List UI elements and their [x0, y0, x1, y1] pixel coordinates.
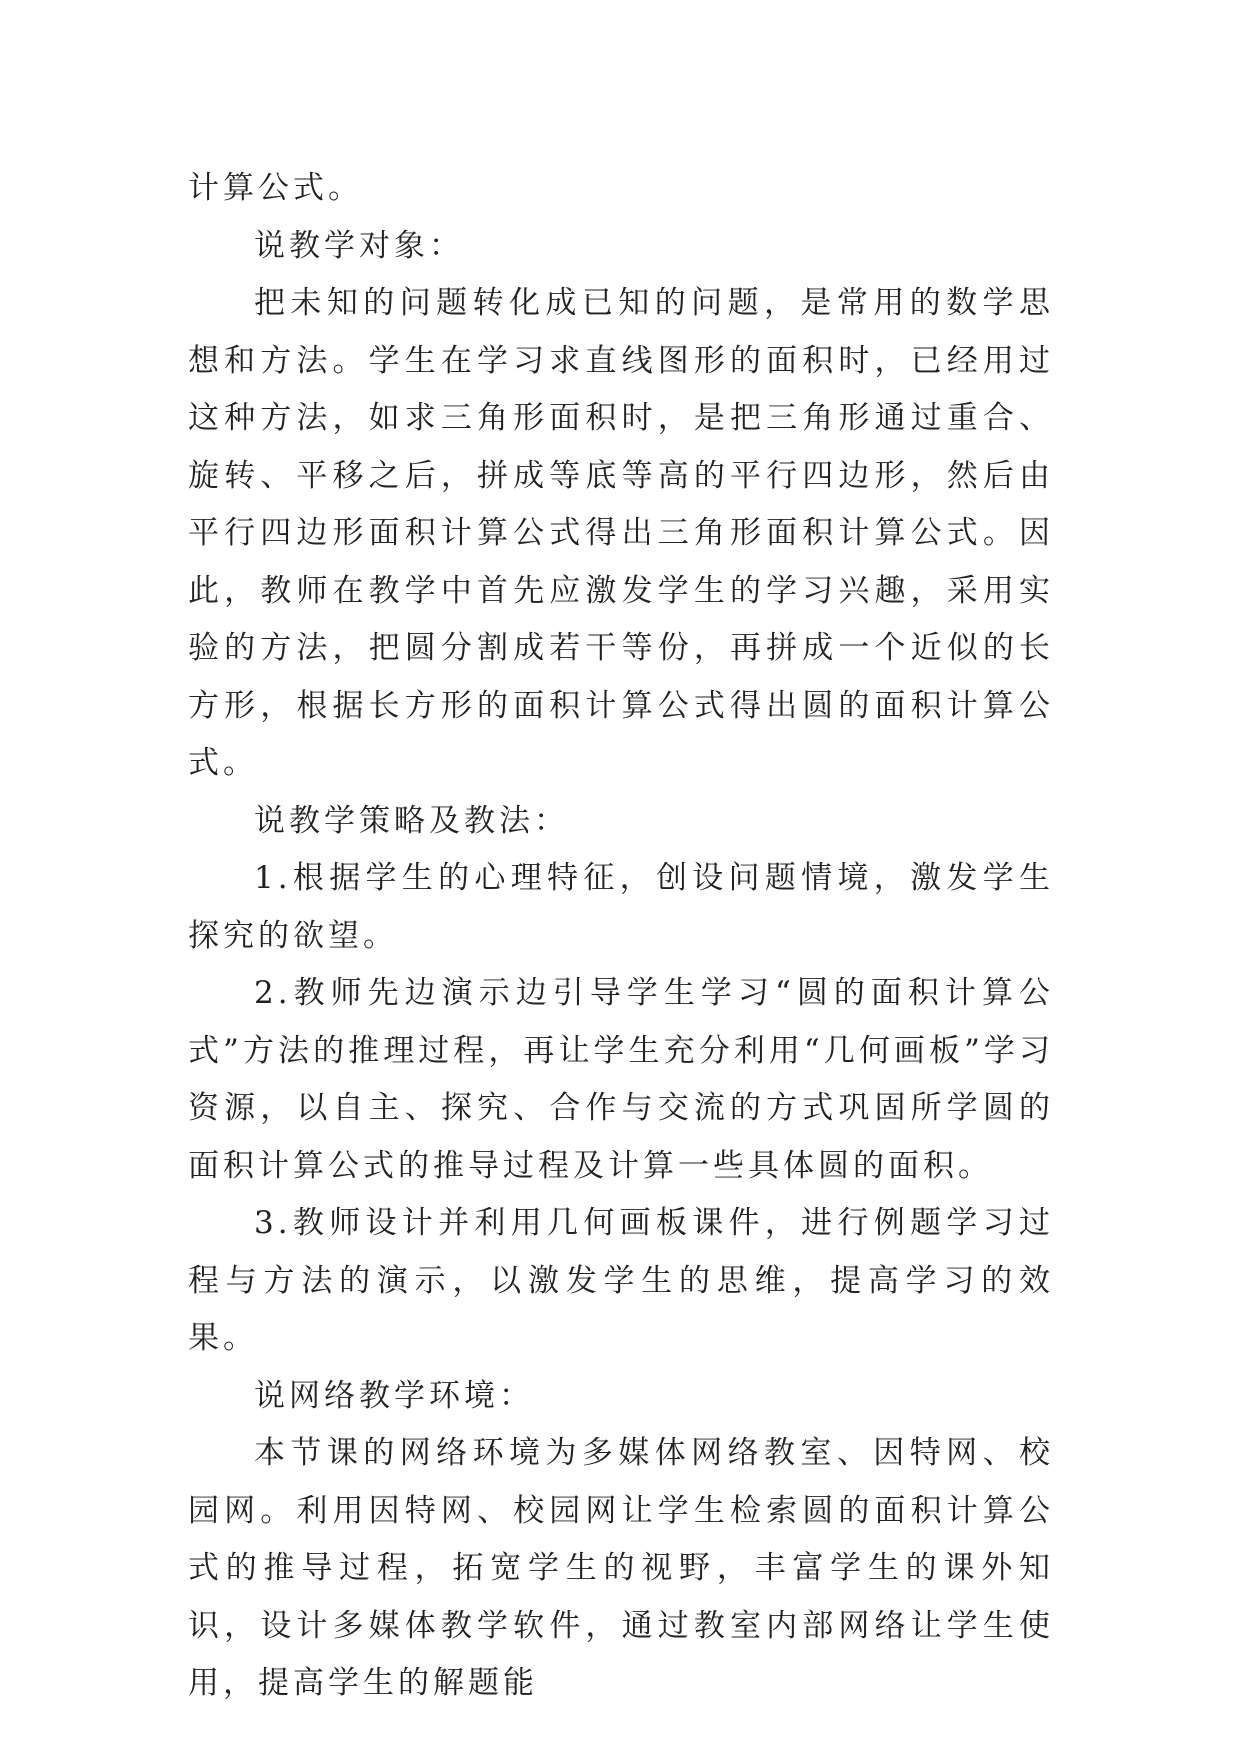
- heading-teaching-object: 说教学对象：: [254, 227, 464, 264]
- list-item-strategy-2: 2.教师先边演示边引导学生学习“圆的面积计算公式”方法的推理过程，再让学生充分利用“几何画板”学习资源，以自主、探究、合作与交流的方式巩固所学圆的面积计算公式的推导过程及计算一些具体圆的面积。: [188, 975, 1054, 1184]
- paragraph-teaching-object: 把未知的问题转化成已知的问题，是常用的数学思想和方法。学生在学习求直线图形的面积时，已经用过这种方法，如求三角形面积时，是把三角形通过重合、旋转、平移之后，拼成等底等高的平行四边形，然后由平行四边形面积计算公式得出三角形面积计算公式。因此，教师在教学中首先应激发学生的学习兴趣，采用实验的方法，把圆分割成若干等份，再拼成一个近似的长方形，根据长方形的面积计算公式得出圆的面积计算公式。: [188, 285, 1054, 781]
- document-body: [188, 160, 1054, 1713]
- list-item-strategy-3: 3.教师设计并利用几何画板课件，进行例题学习过程与方法的演示，以激发学生的思维，提高学习的效果。: [188, 1205, 1054, 1356]
- heading-network-environment: 说网络教学环境：: [254, 1377, 534, 1414]
- paragraph-formula-continuation: 计算公式。: [188, 170, 363, 206]
- paragraph-network-environment: 本节课的网络环境为多媒体网络教室、因特网、校园网。利用因特网、校园网让学生检索圆的面积计算公式的推导过程，拓宽学生的视野，丰富学生的课外知识，设计多媒体教学软件，通过教室内部网络让学生使用，提高学生的解题能: [188, 1435, 1054, 1701]
- heading-teaching-strategy: 说教学策略及教法：: [254, 802, 569, 839]
- list-item-strategy-1: 1.根据学生的心理特征，创设问题情境，激发学生探究的欲望。: [188, 860, 1054, 954]
